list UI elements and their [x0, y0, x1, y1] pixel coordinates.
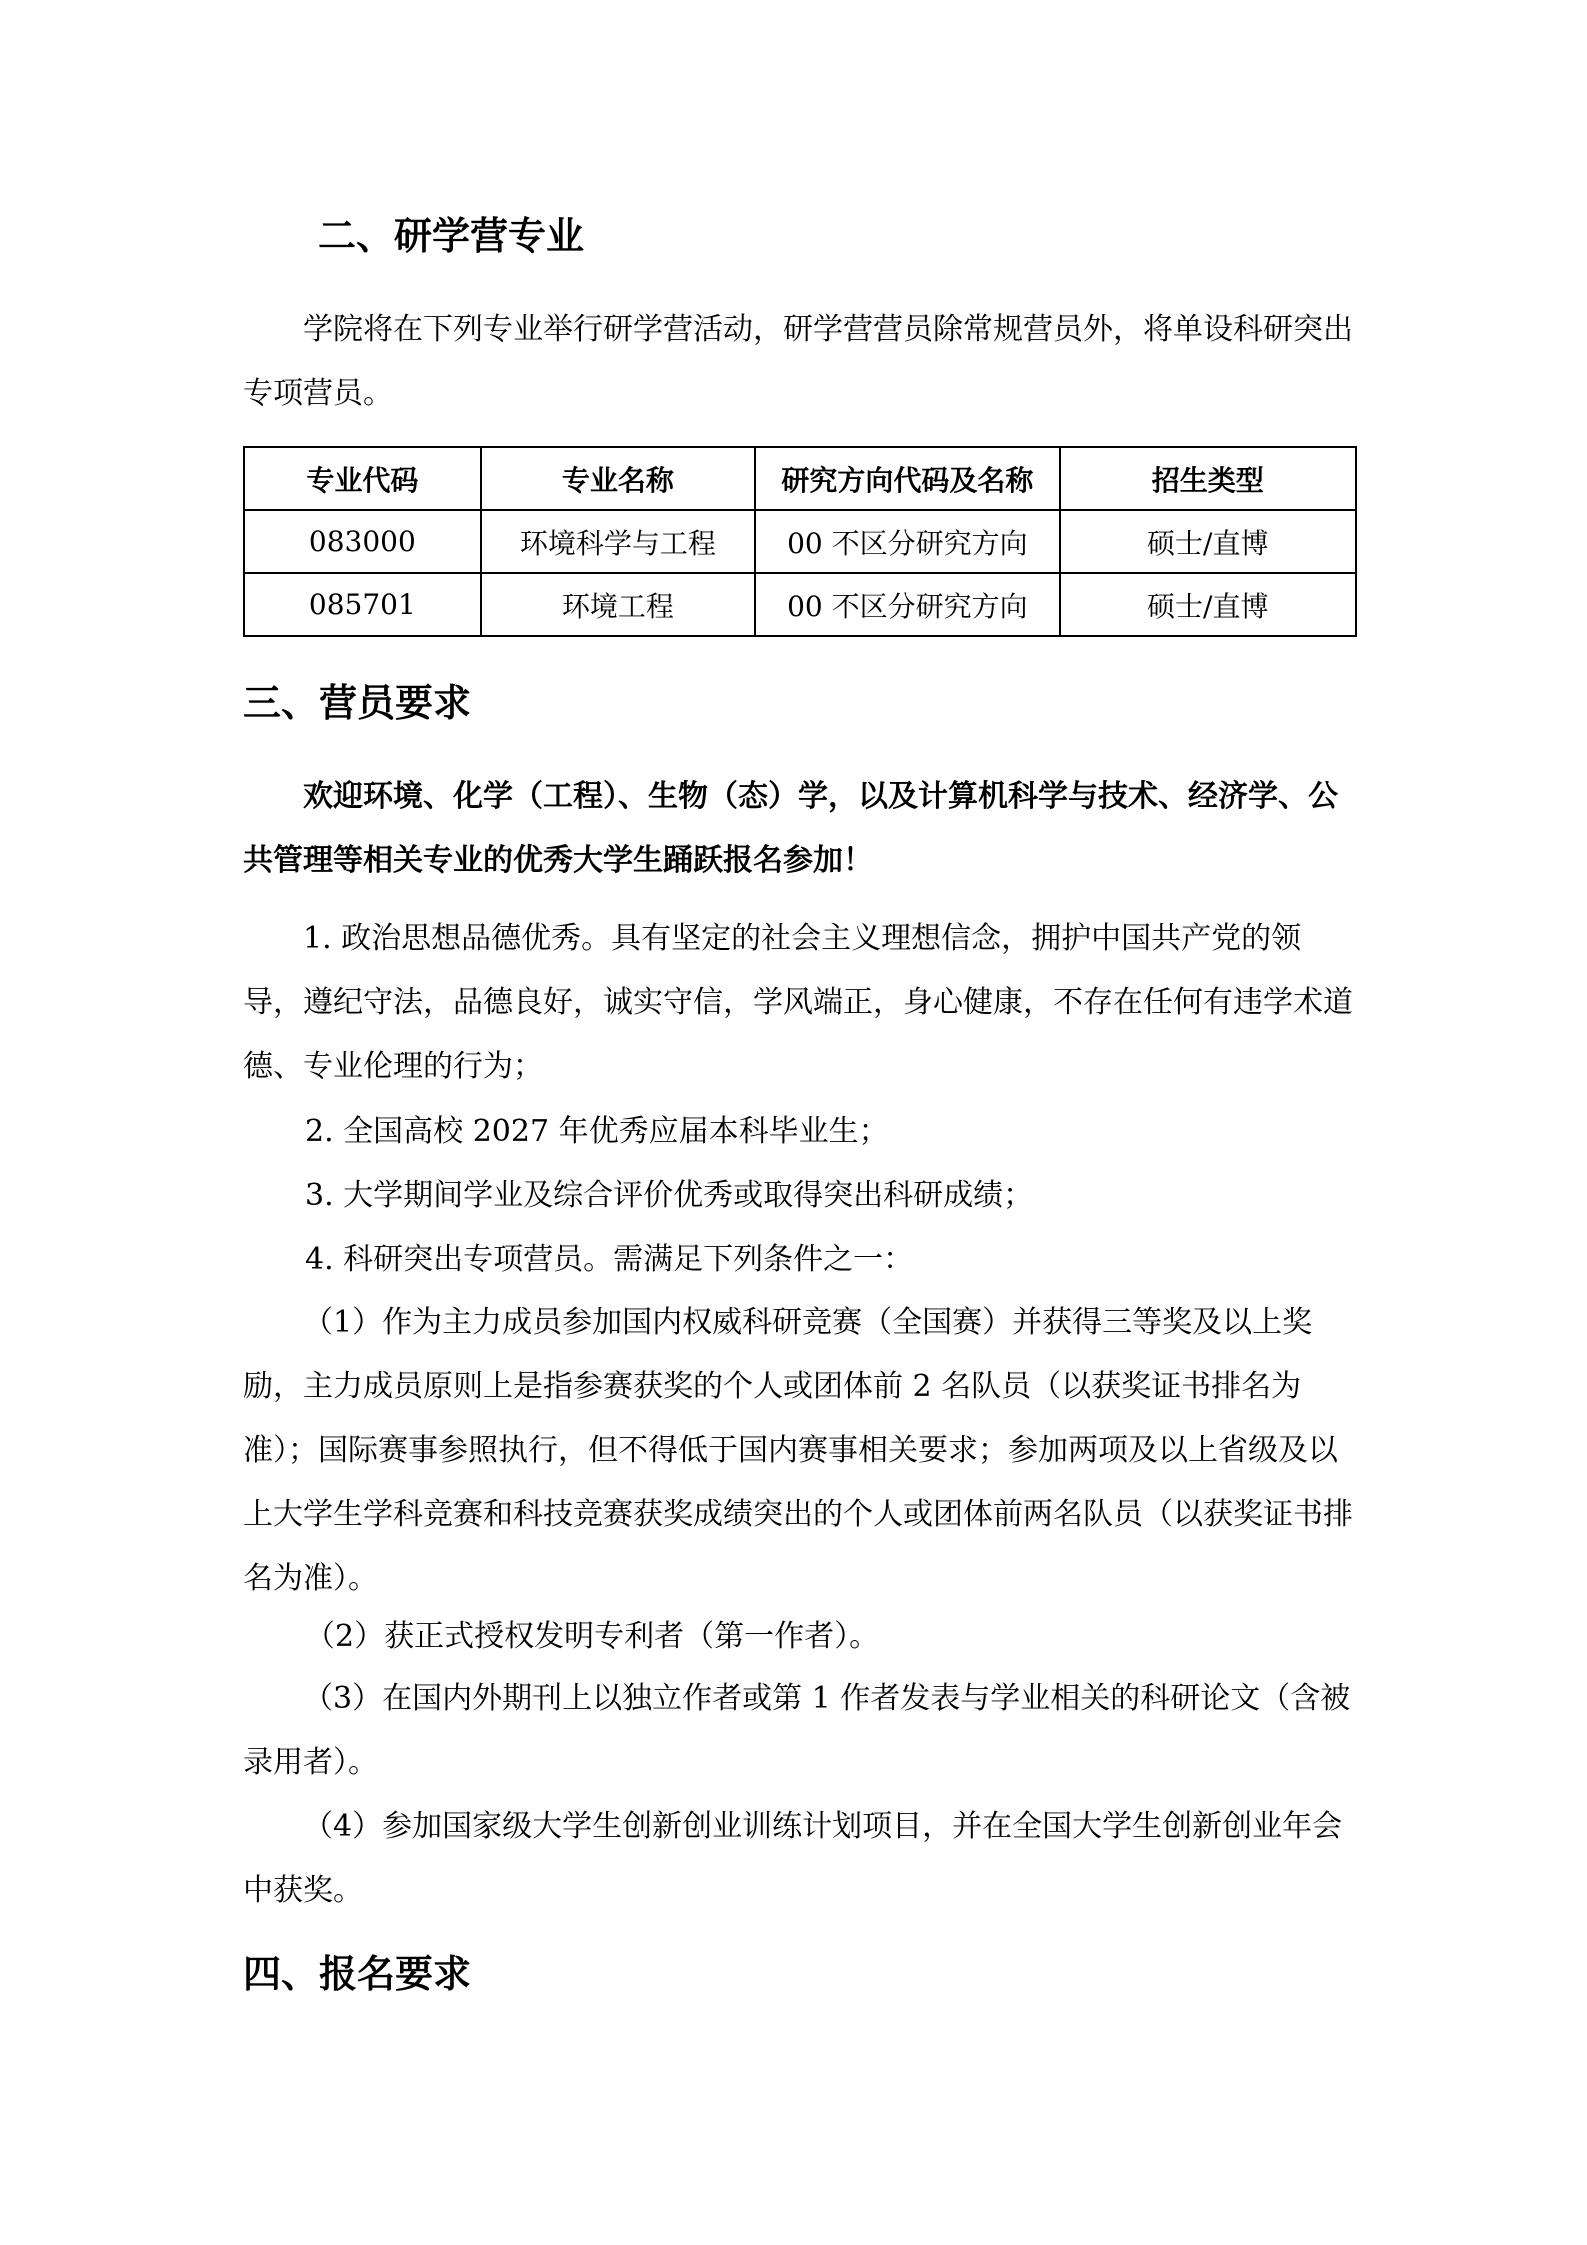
- header-enrollment-type: 招生类型: [1060, 447, 1356, 510]
- table-row: [244, 573, 1356, 636]
- cell-major-name: 环境工程: [481, 573, 755, 636]
- condition-3: （3）在国内外期刊上以独立作者或第 1 作者发表与学业相关的科研论文（含被录用者）。: [243, 1681, 1351, 1780]
- condition-2: （2）获正式授权发明专利者（第一作者）。: [305, 1619, 880, 1654]
- cell-major-code: 083000: [244, 510, 481, 573]
- cell-research-direction: 00 不区分研究方向: [755, 573, 1059, 636]
- welcome-statement: 欢迎环境、化学（工程）、生物（态）学，以及计算机科学与技术、经济学、公共管理等相关专业的优秀大学生踊跃报名参加！: [243, 779, 1338, 878]
- table-header-row: [244, 447, 1356, 510]
- cell-enrollment-type: 硕士/直博: [1060, 573, 1356, 636]
- requirement-item-4: 4. 科研突出专项营员。需满足下列条件之一：: [305, 1242, 914, 1277]
- cell-major-name: 环境科学与工程: [481, 510, 755, 573]
- cell-major-code: 085701: [244, 573, 481, 636]
- section-2-intro: 学院将在下列专业举行研学营活动，研学营营员除常规营员外，将单设科研突出专项营员。: [243, 312, 1353, 411]
- cell-enrollment-type: 硕士/直博: [1060, 510, 1356, 573]
- requirement-item-1: 1. 政治思想品德优秀。具有坚定的社会主义理想信念，拥护中国共产党的领导，遵纪守法，品德良好，诚实守信，学风端正，身心健康，不存在任何有违学术道德、专业伦理的行为；: [243, 921, 1353, 1084]
- cell-research-direction: 00 不区分研究方向: [755, 510, 1059, 573]
- header-major-code: 专业代码: [244, 447, 481, 510]
- condition-1: （1）作为主力成员参加国内权威科研竞赛（全国赛）并获得三等奖及以上奖励，主力成员原则上是指参赛获奖的个人或团体前 2 名队员（以获奖证书排名为准）；国际赛事参照执行，但不得低于国内赛事相关要求；参加两项及以上省级及以上大学生学科竞赛和科技竞赛获奖成绩突出的个人或团体前两名队员（以获奖证书排名为准）。: [243, 1305, 1353, 1596]
- section-2-heading: 二、研学营专业: [318, 214, 585, 258]
- requirement-item-2: 2. 全国高校 2027 年优秀应届本科毕业生；: [305, 1114, 889, 1149]
- table-row: [244, 510, 1356, 573]
- header-major-name: 专业名称: [481, 447, 755, 510]
- requirement-item-3: 3. 大学期间学业及综合评价优秀或取得突出科研成绩；: [305, 1178, 1034, 1213]
- header-research-direction: 研究方向代码及名称: [755, 447, 1059, 510]
- condition-4: （4）参加国家级大学生创新创业训练计划项目，并在全国大学生创新创业年会中获奖。: [243, 1809, 1343, 1908]
- majors-table: [243, 446, 1357, 637]
- section-3-heading: 三、营员要求: [243, 681, 472, 725]
- section-4-heading: 四、报名要求: [243, 1952, 472, 1996]
